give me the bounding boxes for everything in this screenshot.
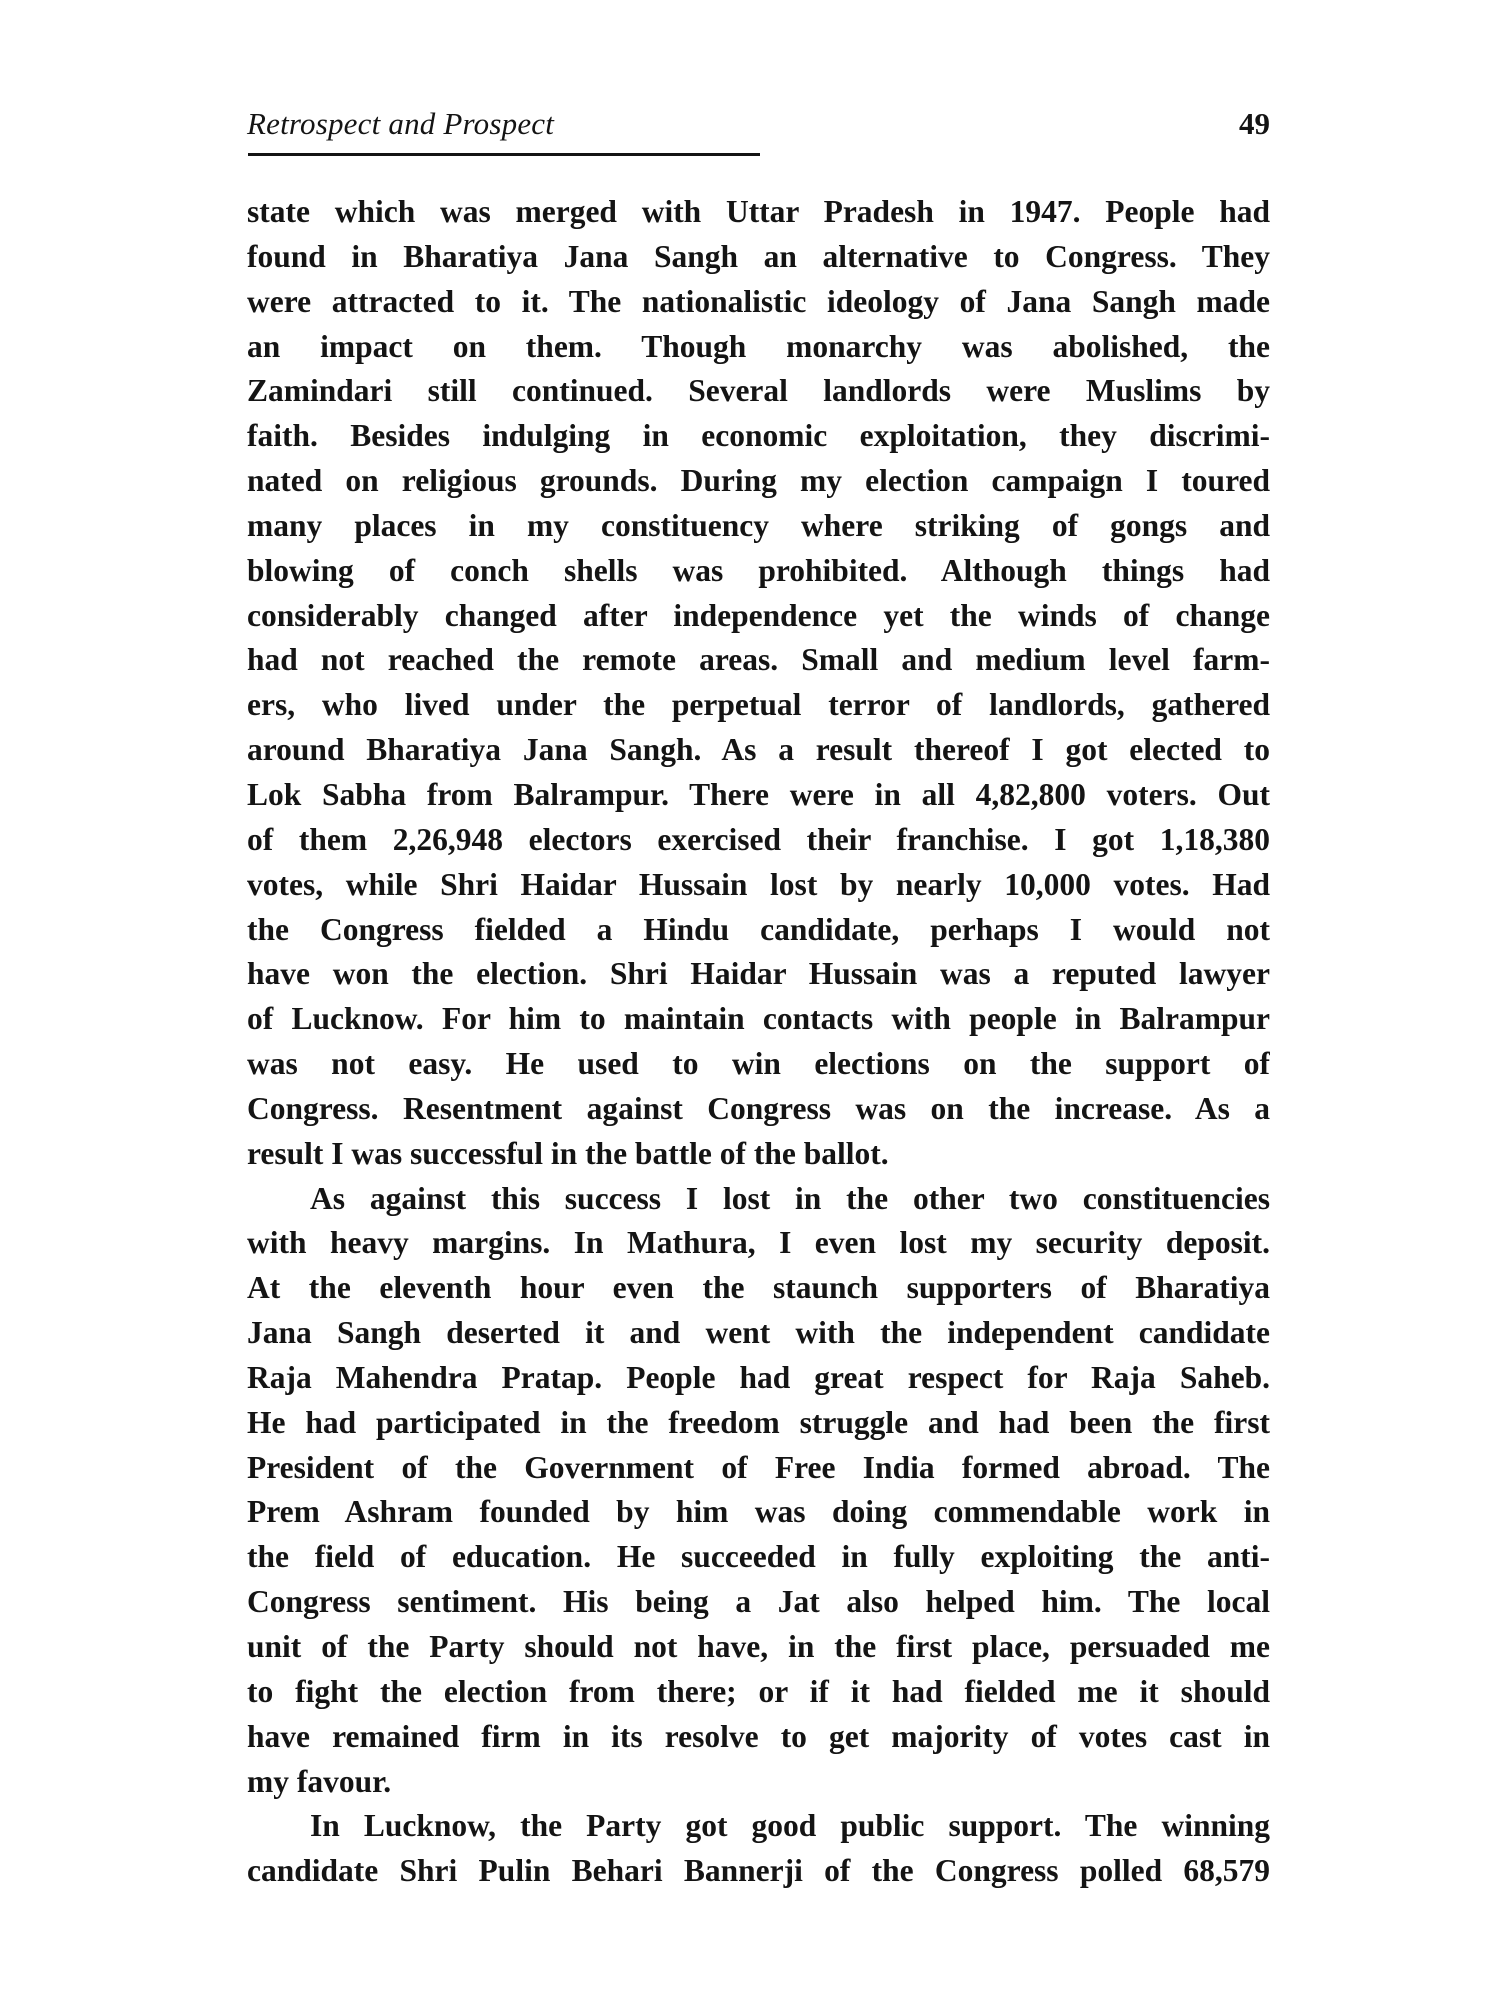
text-line: unit of the Party should not have, in the first place, persuaded me bbox=[247, 1629, 1270, 1664]
text-line: the field of education. He succeeded in fully exploiting the anti- bbox=[247, 1539, 1270, 1575]
text-line: many places in my constituency where striking of gongs and bbox=[247, 507, 1270, 543]
text-line: were attracted to it. The nationalistic ideology of Jana Sangh made bbox=[247, 283, 1270, 319]
text-line: ers, who lived under the perpetual terror of landlords, gathered bbox=[247, 687, 1270, 723]
text-line: Lok Sabha from Balrampur. There were in all 4,82,800 voters. Out bbox=[247, 776, 1270, 812]
text-line: faith. Besides indulging in economic exploitation, they discrimi- bbox=[247, 418, 1270, 454]
text-line: my favour. bbox=[247, 1763, 392, 1799]
text-line: had not reached the remote areas. Small and medium level farm- bbox=[247, 642, 1270, 678]
paragraph bbox=[247, 1804, 1270, 1894]
text-line: have remained firm in its resolve to get majority of votes cast in bbox=[247, 1718, 1270, 1754]
running-head bbox=[247, 104, 1270, 152]
text-line: At the eleventh hour even the staunch supporters of Bharatiya bbox=[247, 1270, 1270, 1306]
text-line: candidate Shri Pulin Behari Bannerji of the Congress polled 68,579 bbox=[247, 1853, 1270, 1889]
text-line: found in Bharatiya Jana Sangh an alternative to Congress. They bbox=[247, 238, 1270, 274]
text-line: the Congress fielded a Hindu candidate, perhaps I would not bbox=[247, 911, 1270, 947]
text-line: Prem Ashram founded by him was doing commendable work in bbox=[247, 1494, 1270, 1530]
body-text bbox=[247, 190, 1270, 1894]
text-line: nated on religious grounds. During my election campaign I toured bbox=[247, 463, 1270, 499]
text-line: votes, while Shri Haidar Hussain lost by nearly 10,000 votes. Had bbox=[247, 866, 1270, 902]
text-line: considerably changed after independence yet the winds of change bbox=[247, 597, 1270, 633]
paragraph bbox=[247, 1177, 1270, 1805]
text-line: President of the Government of Free India formed abroad. The bbox=[247, 1449, 1270, 1485]
text-line: Raja Mahendra Pratap. People had great respect for Raja Saheb. bbox=[247, 1359, 1270, 1395]
text-line: Jana Sangh deserted it and went with the independent candidate bbox=[247, 1315, 1270, 1351]
paragraph bbox=[247, 190, 1270, 1177]
text-line: result I was successful in the battle of the ballot. bbox=[247, 1135, 889, 1171]
text-line: an impact on them. Though monarchy was abolished, the bbox=[247, 328, 1270, 364]
text-line: As against this success I lost in the other two constituencies bbox=[310, 1180, 1270, 1216]
running-title: Retrospect and Prospect bbox=[247, 106, 555, 141]
text-line: Congress sentiment. His being a Jat also helped him. The local bbox=[247, 1584, 1270, 1620]
text-line: He had participated in the freedom struggle and had been the first bbox=[247, 1404, 1270, 1440]
text-line: of Lucknow. For him to maintain contacts with people in Balrampur bbox=[247, 1001, 1270, 1037]
header-rule bbox=[248, 153, 760, 156]
text-line: Zamindari still continued. Several landlords were Muslims by bbox=[247, 373, 1270, 409]
text-line: to fight the election from there; or if it had fielded me it should bbox=[247, 1673, 1270, 1709]
text-line: Congress. Resentment against Congress was on the increase. As a bbox=[247, 1090, 1270, 1126]
text-line: state which was merged with Uttar Pradesh in 1947. People had bbox=[247, 194, 1270, 229]
text-line: around Bharatiya Jana Sangh. As a result thereof I got elected to bbox=[247, 732, 1270, 768]
text-line: with heavy margins. In Mathura, I even lost my security deposit. bbox=[247, 1225, 1270, 1261]
text-line: In Lucknow, the Party got good public support. The winning bbox=[310, 1808, 1270, 1844]
text-line: blowing of conch shells was prohibited. Although things had bbox=[247, 552, 1270, 588]
text-line: have won the election. Shri Haidar Hussain was a reputed lawyer bbox=[247, 956, 1270, 992]
text-line: was not easy. He used to win elections on the support of bbox=[247, 1046, 1270, 1082]
page-number: 49 bbox=[1239, 106, 1270, 141]
text-line: of them 2,26,948 electors exercised their franchise. I got 1,18,380 bbox=[247, 821, 1270, 857]
